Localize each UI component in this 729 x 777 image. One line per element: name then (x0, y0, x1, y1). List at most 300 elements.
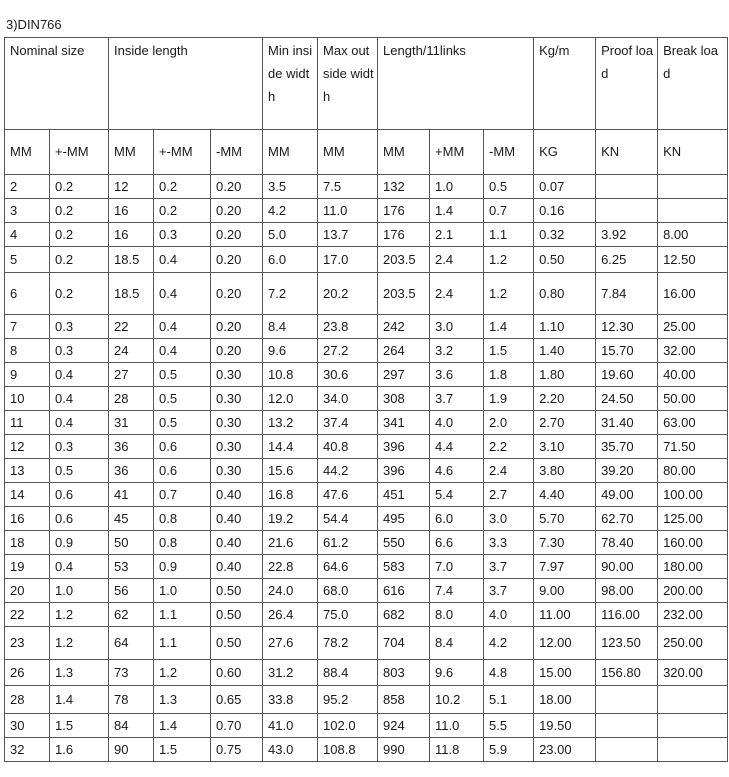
table-cell: 31.40 (596, 411, 658, 435)
table-cell: 78.2 (318, 627, 378, 660)
table-cell: 0.16 (534, 199, 596, 223)
table-cell: 31.2 (263, 660, 318, 686)
unit-cell: MM (109, 130, 154, 175)
unit-cell: MM (263, 130, 318, 175)
table-cell (658, 738, 728, 762)
table-cell: 21.6 (263, 531, 318, 555)
table-cell: 16 (5, 507, 50, 531)
table-cell: 40.8 (318, 435, 378, 459)
table-cell: 64 (109, 627, 154, 660)
table-cell: 0.50 (534, 247, 596, 273)
table-cell: 90 (109, 738, 154, 762)
table-cell: 4.0 (430, 411, 484, 435)
table-cell: 2.20 (534, 387, 596, 411)
table-cell: 0.30 (211, 411, 263, 435)
table-cell: 0.50 (211, 627, 263, 660)
table-cell: 0.70 (211, 714, 263, 738)
table-cell: 24 (109, 339, 154, 363)
table-cell: 4.8 (484, 660, 534, 686)
table-cell: 160.00 (658, 531, 728, 555)
table-cell: 12.0 (263, 387, 318, 411)
table-cell: 156.80 (596, 660, 658, 686)
table-cell: 3.10 (534, 435, 596, 459)
table-cell: 16.8 (263, 483, 318, 507)
table-cell: 125.00 (658, 507, 728, 531)
table-cell: 0.4 (50, 363, 109, 387)
table-cell: 4.4 (430, 435, 484, 459)
table-cell: 62.70 (596, 507, 658, 531)
table-cell: 0.4 (50, 555, 109, 579)
table-cell: 116.00 (596, 603, 658, 627)
table-cell: 24.50 (596, 387, 658, 411)
table-cell: 53 (109, 555, 154, 579)
table-cell: 0.30 (211, 435, 263, 459)
table-cell: 682 (378, 603, 430, 627)
table-cell: 3.7 (430, 387, 484, 411)
table-cell: 3.5 (263, 175, 318, 199)
table-cell: 2 (5, 175, 50, 199)
unit-cell: +-MM (154, 130, 211, 175)
table-cell: 0.20 (211, 199, 263, 223)
page-title: 3)DIN766 (6, 17, 62, 32)
table-cell: 0.5 (50, 459, 109, 483)
table-cell: 0.6 (50, 483, 109, 507)
table-cell: 108.8 (318, 738, 378, 762)
table-cell: 12.50 (658, 247, 728, 273)
table-cell: 13.7 (318, 223, 378, 247)
table-cell: 18.5 (109, 247, 154, 273)
table-cell: 14 (5, 483, 50, 507)
table-cell: 1.5 (50, 714, 109, 738)
table-cell: 0.3 (154, 223, 211, 247)
table-cell: 8.0 (430, 603, 484, 627)
table-cell: 18 (5, 531, 50, 555)
table-cell: 858 (378, 686, 430, 714)
table-cell: 0.07 (534, 175, 596, 199)
table-cell: 1.80 (534, 363, 596, 387)
table-cell: 0.7 (154, 483, 211, 507)
table-cell: 71.50 (658, 435, 728, 459)
table-row (5, 363, 728, 387)
table-cell: 704 (378, 627, 430, 660)
table-cell: 0.6 (154, 435, 211, 459)
table-cell: 0.30 (211, 387, 263, 411)
table-cell: 0.2 (50, 175, 109, 199)
table-cell: 203.5 (378, 247, 430, 273)
table-cell: 23 (5, 627, 50, 660)
table-cell: 7.5 (318, 175, 378, 199)
header-inside-length: Inside length (109, 38, 263, 130)
table-cell: 2.0 (484, 411, 534, 435)
table-cell: 8.4 (430, 627, 484, 660)
table-cell: 26.4 (263, 603, 318, 627)
table-cell: 9.00 (534, 579, 596, 603)
table-cell: 11.0 (318, 199, 378, 223)
table-cell: 0.30 (211, 459, 263, 483)
table-cell: 0.5 (154, 363, 211, 387)
table-cell: 100.00 (658, 483, 728, 507)
table-cell: 7.84 (596, 273, 658, 315)
table-cell: 0.20 (211, 223, 263, 247)
table-cell: 5.1 (484, 686, 534, 714)
table-cell: 0.40 (211, 483, 263, 507)
table-cell: 396 (378, 435, 430, 459)
table-cell: 5.4 (430, 483, 484, 507)
table-cell: 11.0 (430, 714, 484, 738)
table-cell: 0.20 (211, 339, 263, 363)
table-cell (596, 686, 658, 714)
header-proof-load: Proof load (596, 38, 658, 130)
table-cell: 0.8 (154, 531, 211, 555)
table-cell: 18.00 (534, 686, 596, 714)
table-cell: 1.2 (484, 273, 534, 315)
table-cell: 90.00 (596, 555, 658, 579)
table-cell: 0.9 (50, 531, 109, 555)
table-cell: 27.2 (318, 339, 378, 363)
table-row (5, 483, 728, 507)
table-cell: 16.00 (658, 273, 728, 315)
table-cell: 32.00 (658, 339, 728, 363)
table-cell: 8.4 (263, 315, 318, 339)
header-group-row (5, 38, 728, 130)
table-cell: 0.4 (50, 387, 109, 411)
table-cell: 3.80 (534, 459, 596, 483)
table-cell: 3 (5, 199, 50, 223)
table-cell: 0.6 (154, 459, 211, 483)
table-row (5, 273, 728, 315)
table-cell: 341 (378, 411, 430, 435)
table-cell: 3.0 (484, 507, 534, 531)
table-cell: 2.1 (430, 223, 484, 247)
table-cell: 34.0 (318, 387, 378, 411)
table-cell: 123.50 (596, 627, 658, 660)
table-cell: 88.4 (318, 660, 378, 686)
header-break-load: Break load (658, 38, 728, 130)
table-cell (596, 199, 658, 223)
table-row (5, 247, 728, 273)
table-cell (658, 175, 728, 199)
table-cell: 4.40 (534, 483, 596, 507)
table-row (5, 660, 728, 686)
table-cell: 0.75 (211, 738, 263, 762)
header-units-row (5, 130, 728, 175)
table-row (5, 686, 728, 714)
table-cell: 19.60 (596, 363, 658, 387)
table-cell: 37.4 (318, 411, 378, 435)
table-cell: 0.40 (211, 555, 263, 579)
table-cell: 200.00 (658, 579, 728, 603)
table-cell: 1.4 (50, 686, 109, 714)
table-cell: 61.2 (318, 531, 378, 555)
table-cell (658, 714, 728, 738)
table-cell: 616 (378, 579, 430, 603)
unit-cell: +MM (430, 130, 484, 175)
table-cell: 28 (5, 686, 50, 714)
table-cell: 16 (109, 223, 154, 247)
table-cell: 23.8 (318, 315, 378, 339)
table-cell: 31 (109, 411, 154, 435)
table-cell: 9.6 (430, 660, 484, 686)
table-cell: 308 (378, 387, 430, 411)
table-cell: 0.3 (50, 339, 109, 363)
table-cell: 19.2 (263, 507, 318, 531)
header-min-inside-width: Min inside width (263, 38, 318, 130)
unit-cell: MM (5, 130, 50, 175)
table-cell: 10 (5, 387, 50, 411)
table-cell: 0.4 (154, 339, 211, 363)
table-cell: 0.5 (154, 411, 211, 435)
unit-cell: +-MM (50, 130, 109, 175)
table-cell: 75.0 (318, 603, 378, 627)
table-cell: 4.2 (484, 627, 534, 660)
table-cell (658, 199, 728, 223)
table-cell: 16 (109, 199, 154, 223)
unit-cell: MM (318, 130, 378, 175)
table-cell: 0.4 (154, 247, 211, 273)
table-cell: 250.00 (658, 627, 728, 660)
table-cell: 30.6 (318, 363, 378, 387)
table-cell: 2.2 (484, 435, 534, 459)
table-cell: 0.40 (211, 507, 263, 531)
table-cell: 32 (5, 738, 50, 762)
table-cell: 10.2 (430, 686, 484, 714)
table-cell: 15.6 (263, 459, 318, 483)
table-cell: 1.1 (484, 223, 534, 247)
table-cell: 0.3 (50, 315, 109, 339)
table-cell: 1.5 (154, 738, 211, 762)
table-cell: 6.25 (596, 247, 658, 273)
table-cell: 10.8 (263, 363, 318, 387)
table-cell: 11.00 (534, 603, 596, 627)
table-cell: 180.00 (658, 555, 728, 579)
table-cell: 1.2 (154, 660, 211, 686)
table-cell: 45 (109, 507, 154, 531)
table-cell: 3.7 (484, 579, 534, 603)
table-cell: 1.2 (484, 247, 534, 273)
table-cell: 924 (378, 714, 430, 738)
table-cell: 78.40 (596, 531, 658, 555)
table-cell: 35.70 (596, 435, 658, 459)
table-cell: 62 (109, 603, 154, 627)
table-cell: 22 (5, 603, 50, 627)
table-cell: 0.7 (484, 199, 534, 223)
table-cell: 3.0 (430, 315, 484, 339)
table-cell: 5 (5, 247, 50, 273)
table-cell: 0.2 (50, 199, 109, 223)
table-cell: 1.9 (484, 387, 534, 411)
table-cell: 33.8 (263, 686, 318, 714)
table-cell: 1.5 (484, 339, 534, 363)
table-cell: 50.00 (658, 387, 728, 411)
table-row (5, 714, 728, 738)
table-cell: 7.2 (263, 273, 318, 315)
table-cell: 23.00 (534, 738, 596, 762)
table-cell: 44.2 (318, 459, 378, 483)
table-cell: 7.4 (430, 579, 484, 603)
table-cell: 2.4 (430, 247, 484, 273)
table-cell: 78 (109, 686, 154, 714)
table-cell: 0.3 (50, 435, 109, 459)
table-cell: 1.6 (50, 738, 109, 762)
table-cell: 0.60 (211, 660, 263, 686)
table-cell: 43.0 (263, 738, 318, 762)
table-cell: 63.00 (658, 411, 728, 435)
header-nominal-size: Nominal size (5, 38, 109, 130)
table-row (5, 315, 728, 339)
table-cell: 132 (378, 175, 430, 199)
table-row (5, 339, 728, 363)
table-cell: 39.20 (596, 459, 658, 483)
table-cell: 12.30 (596, 315, 658, 339)
table-cell: 0.5 (154, 387, 211, 411)
table-cell: 9.6 (263, 339, 318, 363)
table-cell: 1.0 (430, 175, 484, 199)
table-cell (596, 714, 658, 738)
table-cell: 5.9 (484, 738, 534, 762)
table-cell: 1.0 (154, 579, 211, 603)
unit-cell: MM (378, 130, 430, 175)
table-row (5, 579, 728, 603)
table-cell: 2.70 (534, 411, 596, 435)
table-cell: 5.5 (484, 714, 534, 738)
table-cell: 0.2 (50, 247, 109, 273)
table-cell (658, 686, 728, 714)
table-cell: 20 (5, 579, 50, 603)
table-cell: 11 (5, 411, 50, 435)
table-cell: 7 (5, 315, 50, 339)
table-row (5, 199, 728, 223)
table-row (5, 603, 728, 627)
table-cell: 80.00 (658, 459, 728, 483)
table-cell: 6.0 (430, 507, 484, 531)
table-cell: 4 (5, 223, 50, 247)
table-cell: 25.00 (658, 315, 728, 339)
table-cell: 1.4 (430, 199, 484, 223)
table-cell: 15.70 (596, 339, 658, 363)
table-cell: 6.0 (263, 247, 318, 273)
table-cell: 28 (109, 387, 154, 411)
table-cell: 4.6 (430, 459, 484, 483)
table-cell: 7.97 (534, 555, 596, 579)
table-cell: 3.92 (596, 223, 658, 247)
table-cell: 4.2 (263, 199, 318, 223)
table-cell: 6.6 (430, 531, 484, 555)
table-cell: 4.0 (484, 603, 534, 627)
table-cell: 7.30 (534, 531, 596, 555)
table-row (5, 223, 728, 247)
table-cell: 0.20 (211, 175, 263, 199)
table-cell: 0.5 (484, 175, 534, 199)
table-cell: 0.50 (211, 579, 263, 603)
table-cell: 242 (378, 315, 430, 339)
table-cell: 26 (5, 660, 50, 686)
header-length-11-links: Length/11links (378, 38, 534, 130)
table-cell: 5.0 (263, 223, 318, 247)
table-cell: 1.1 (154, 603, 211, 627)
table-cell: 27 (109, 363, 154, 387)
table-cell: 1.0 (50, 579, 109, 603)
table-cell: 19.50 (534, 714, 596, 738)
table-cell: 3.3 (484, 531, 534, 555)
table-row (5, 507, 728, 531)
table-cell: 5.70 (534, 507, 596, 531)
table-cell: 8 (5, 339, 50, 363)
table-row (5, 627, 728, 660)
table-cell: 15.00 (534, 660, 596, 686)
table-cell: 1.40 (534, 339, 596, 363)
table-cell: 2.4 (484, 459, 534, 483)
table-cell: 0.65 (211, 686, 263, 714)
table-cell: 17.0 (318, 247, 378, 273)
table-cell: 1.1 (154, 627, 211, 660)
table-cell: 451 (378, 483, 430, 507)
table-cell: 95.2 (318, 686, 378, 714)
table-cell: 0.2 (154, 175, 211, 199)
table-cell: 803 (378, 660, 430, 686)
unit-cell: -MM (484, 130, 534, 175)
table-cell: 47.6 (318, 483, 378, 507)
table-cell: 8.00 (658, 223, 728, 247)
table-cell: 12 (109, 175, 154, 199)
table-cell: 176 (378, 199, 430, 223)
table-cell: 2.7 (484, 483, 534, 507)
table-cell: 0.30 (211, 363, 263, 387)
table-cell: 1.2 (50, 627, 109, 660)
header-max-outside-width: Max outside width (318, 38, 378, 130)
table-cell: 36 (109, 459, 154, 483)
table-row (5, 411, 728, 435)
table-cell: 73 (109, 660, 154, 686)
unit-cell: KN (658, 130, 728, 175)
table-cell: 20.2 (318, 273, 378, 315)
table-cell: 320.00 (658, 660, 728, 686)
table-cell: 0.2 (154, 199, 211, 223)
table-cell: 583 (378, 555, 430, 579)
table-cell (596, 738, 658, 762)
table-cell: 56 (109, 579, 154, 603)
table-cell: 36 (109, 435, 154, 459)
table-cell: 30 (5, 714, 50, 738)
table-cell: 24.0 (263, 579, 318, 603)
table-row (5, 459, 728, 483)
table-cell: 22 (109, 315, 154, 339)
table-cell: 0.32 (534, 223, 596, 247)
table-cell: 68.0 (318, 579, 378, 603)
table-cell: 54.4 (318, 507, 378, 531)
table-cell: 19 (5, 555, 50, 579)
table-cell: 7.0 (430, 555, 484, 579)
table-cell: 98.00 (596, 579, 658, 603)
header-kg-per-m: Kg/m (534, 38, 596, 130)
table-cell: 64.6 (318, 555, 378, 579)
table-cell: 0.20 (211, 247, 263, 273)
table-cell: 1.8 (484, 363, 534, 387)
table-cell: 9 (5, 363, 50, 387)
table-cell: 0.8 (154, 507, 211, 531)
table-cell: 50 (109, 531, 154, 555)
table-cell: 27.6 (263, 627, 318, 660)
table-cell: 1.3 (154, 686, 211, 714)
table-cell: 3.7 (484, 555, 534, 579)
table-cell: 0.40 (211, 531, 263, 555)
table-cell: 12 (5, 435, 50, 459)
table-cell: 1.3 (50, 660, 109, 686)
table-cell: 203.5 (378, 273, 430, 315)
table-row (5, 555, 728, 579)
unit-cell: -MM (211, 130, 263, 175)
table-cell: 396 (378, 459, 430, 483)
table-cell: 3.6 (430, 363, 484, 387)
